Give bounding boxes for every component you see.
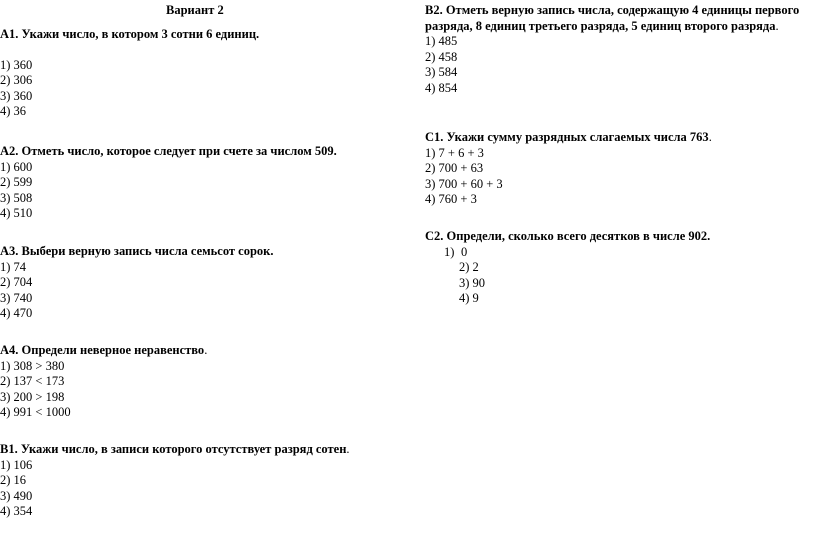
question-text: С1. Укажи сумму разрядных слагаемых числа 763. (425, 130, 712, 144)
question-text: С2. Определи, сколько всего десятков в числе 902. (425, 229, 711, 243)
answer-option: 3) 200 > 198 (0, 389, 65, 404)
variant-title: Вариант 2 (166, 3, 224, 17)
question-text: В1. Укажи число, в записи которого отсутствует разряд сотен. (0, 442, 350, 456)
answer-option: 2) 700 + 63 (425, 161, 484, 175)
answer-option: 3) 360 (0, 88, 33, 103)
answer-option: 4) 854 (425, 80, 458, 95)
answer-option: 1) 74 (0, 259, 27, 274)
answer-option: 1) 360 (0, 57, 33, 72)
answer-option: 4) 354 (0, 504, 33, 518)
answer-option: 2) 137 < 173 (0, 374, 65, 388)
question-b1 (0, 442, 400, 520)
question-a2 (0, 144, 400, 222)
answer-option: 1) 600 (0, 159, 33, 174)
answer-option: 4) 470 (0, 306, 33, 320)
answer-option: 2) 2 (459, 260, 479, 274)
answer-option: 1) 0 (444, 244, 468, 259)
answer-option: 3) 508 (0, 190, 33, 205)
answer-option: 3) 740 (0, 290, 33, 305)
question-a3 (0, 244, 400, 322)
question-c2 (425, 229, 810, 307)
answer-option: 2) 458 (425, 49, 458, 64)
answer-option: 1) 106 (0, 457, 33, 472)
answer-option: 3) 490 (0, 488, 33, 503)
answer-option: 1) 308 > 380 (0, 358, 65, 373)
question-text: А3. Выбери верную запись числа семьсот сорок. (0, 244, 274, 258)
answer-option: 3) 584 (425, 65, 458, 79)
answer-option: 4) 36 (0, 104, 27, 118)
question-b2 (425, 3, 810, 96)
answer-option: 2) 16 (0, 473, 27, 487)
answer-option: 4) 510 (0, 206, 33, 220)
answer-option: 4) 760 + 3 (425, 192, 477, 206)
answer-option: 1) 7 + 6 + 3 (425, 145, 484, 160)
answer-option: 3) 90 (459, 275, 486, 290)
question-text: А2. Отметь число, которое следует при счете за числом 509. (0, 144, 337, 158)
question-a1 (0, 27, 400, 120)
question-text: В2. Отметь верную запись числа, содержащую 4 единицы первого разряда, 8 единиц третьего разряда, 5 единиц второго разряда. (425, 3, 800, 33)
answer-option: 2) 599 (0, 175, 33, 189)
question-a4 (0, 343, 400, 421)
question-text: А1. Укажи число, в котором 3 сотни 6 единиц. (0, 27, 260, 41)
answer-option: 2) 306 (0, 73, 33, 87)
question-c1 (425, 130, 810, 208)
answer-option: 3) 700 + 60 + 3 (425, 176, 503, 191)
answer-option: 4) 9 (459, 291, 479, 305)
answer-option: 4) 991 < 1000 (0, 405, 71, 419)
answer-option: 1) 485 (425, 34, 458, 48)
question-text: А4. Определи неверное неравенство. (0, 343, 208, 357)
answer-option: 2) 704 (0, 275, 33, 289)
